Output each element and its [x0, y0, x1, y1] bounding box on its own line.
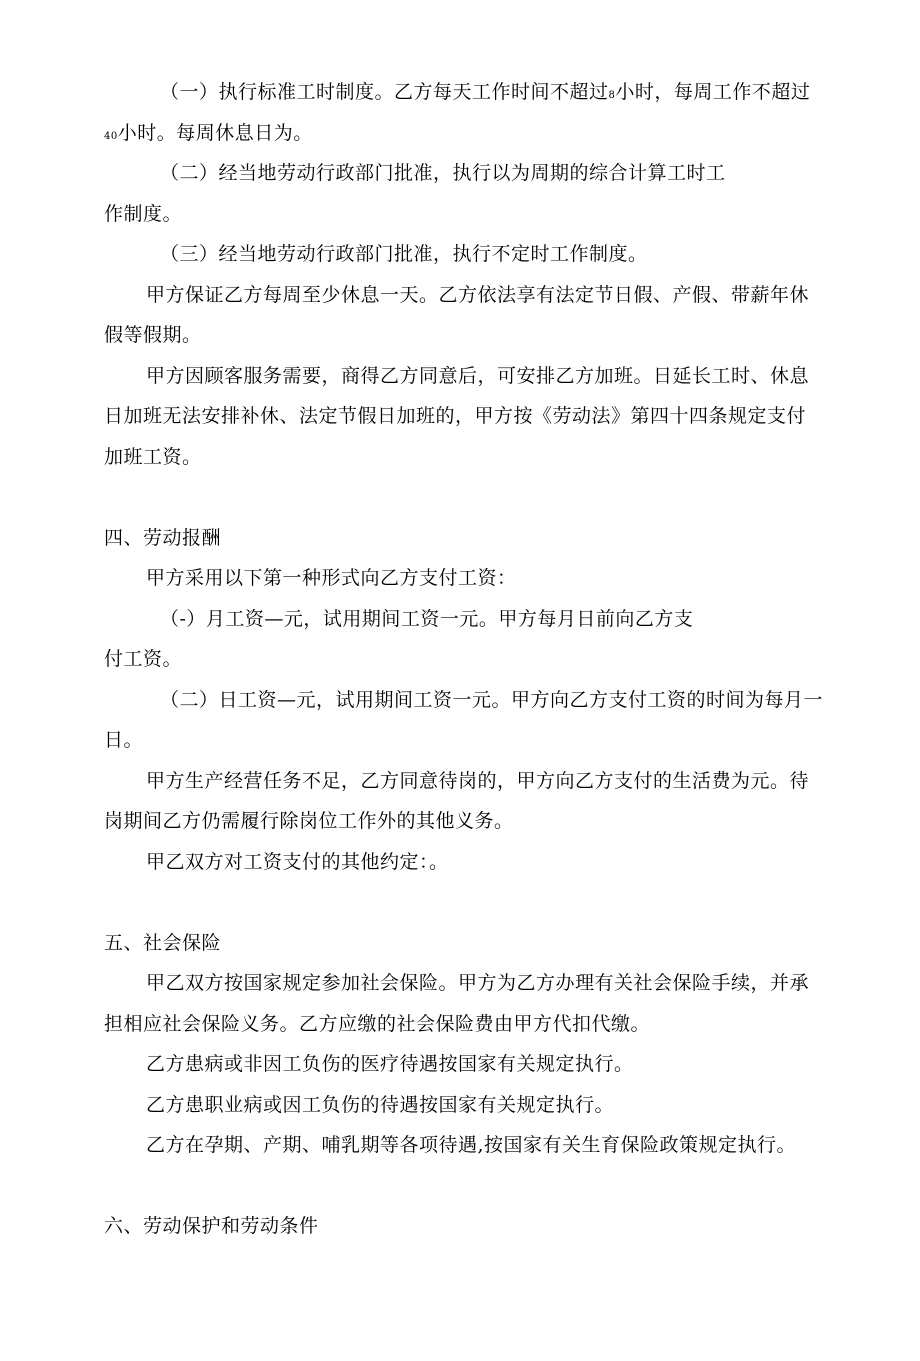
insurance-para1-line2: 担相应社会保险义务。乙方应缴的社会保险费由甲方代扣代缴。 — [104, 1013, 651, 1035]
daily-hours-value: 8 — [608, 90, 616, 101]
working-hours-para1-line2: 40小时。每周休息日为。 — [104, 122, 313, 144]
overtime-para-line3: 加班工资。 — [104, 446, 202, 468]
standby-para-line1: 甲方生产经营任务不足，乙方同意待岗的，甲方向乙方支付的生活费为元。待 — [146, 770, 810, 792]
insurance-para1-line1: 甲乙双方按国家规定参加社会保险。甲方为乙方办理有关社会保险手续，并承 — [146, 972, 810, 994]
weekly-hours-value: 40 — [104, 131, 118, 142]
working-hours-para1-line1: （一）执行标准工时制度。乙方每天工作时间不超过8小时，每周工作不超过 — [160, 81, 811, 103]
insurance-para3-line1: 乙方患职业病或因工负伤的待遇按国家有关规定执行。 — [146, 1094, 615, 1116]
monthly-wage-para-line1: （-）月工资—元，试用期间工资一元。甲方每月日前向乙方支 — [160, 608, 694, 630]
working-hours-para2-line2: 作制度。 — [104, 203, 183, 225]
monthly-wage-para-line2: 付工资。 — [104, 648, 183, 670]
working-hours-para2-line1: （二）经当地劳动行政部门批准，执行以为周期的综合计算工时工 — [160, 162, 726, 184]
overtime-para-line1: 甲方因顾客服务需要，商得乙方同意后，可安排乙方加班。日延长工时、休息 — [146, 365, 810, 387]
daily-wage-para-line1: （二）日工资—元，试用期间工资一元。甲方向乙方支付工资的时间为每月一 — [160, 689, 824, 711]
overtime-para-line2: 日加班无法安排补休、法定节假日加班的，甲方按《劳动法》第四十四条规定支付 — [104, 405, 807, 427]
working-hours-para3-line1: （三）经当地劳动行政部门批准，执行不定时工作制度。 — [160, 243, 648, 265]
standby-para-line2: 岗期间乙方仍需履行除岗位工作外的其他义务。 — [104, 810, 514, 832]
rest-days-para-line2: 假等假期。 — [104, 324, 202, 346]
insurance-para4-line1: 乙方在孕期、产期、哺乳期等各项待遇,按国家有关生育保险政策规定执行。 — [146, 1134, 797, 1156]
daily-wage-para-line2: 日。 — [104, 729, 144, 751]
insurance-para2-line1: 乙方患病或非因工负伤的医疗待遇按国家有关规定执行。 — [146, 1053, 634, 1075]
other-wage-agreement-line1: 甲乙双方对工资支付的其他约定：。 — [146, 851, 449, 873]
wage-form-para-line1: 甲方采用以下第一种形式向乙方支付工资： — [146, 567, 517, 589]
section4-heading: 四、劳动报酬 — [104, 527, 222, 549]
rest-days-para-line1: 甲方保证乙方每周至少休息一天。乙方依法享有法定节日假、产假、带薪年休 — [146, 284, 810, 306]
section5-heading: 五、社会保险 — [104, 932, 222, 954]
section6-heading: 六、劳动保护和劳动条件 — [104, 1215, 319, 1237]
